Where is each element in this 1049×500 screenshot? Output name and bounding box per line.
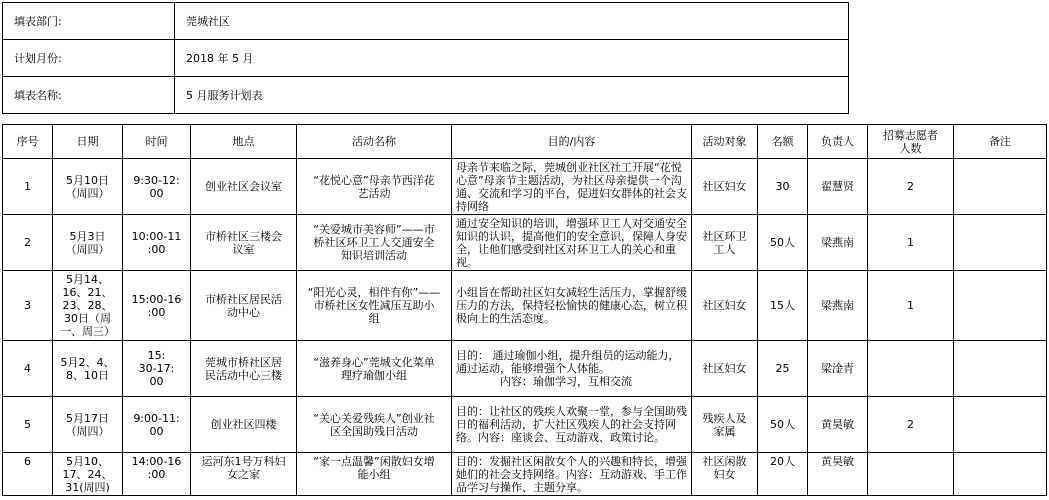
cell-place: 创业社区会议室 <box>191 159 297 215</box>
cell-note <box>954 271 1047 341</box>
col-header-purpose: 目的/内容 <box>452 125 692 159</box>
col-header-quota: 名额 <box>758 125 808 159</box>
cell-date: 5月10日 （周四） <box>53 159 123 215</box>
cell-purpose: 目的：让社区的残疾人欢聚一堂，参与全国助残日的福利活动，扩大社区残疾人的社会支持网络。内容：座谈会、互动游戏、政策讨论。 <box>452 397 692 453</box>
dept-label: 填表部门: <box>3 3 175 40</box>
cell-note <box>954 215 1047 271</box>
cell-note <box>954 453 1047 496</box>
cell-quota: 20人 <box>758 453 808 496</box>
cell-activity: “关爱城市美容师”——市 桥社区环卫工人交通安全 知识培训活动 <box>297 215 452 271</box>
table-row <box>3 341 1047 397</box>
cell-date: 5月17日 （周四） <box>53 397 123 453</box>
month-value: 2018 年 5 月 <box>175 40 849 77</box>
cell-target: 社区妇女 <box>692 159 758 215</box>
info-row-dept <box>3 3 849 40</box>
cell-date: 5月10、 17、24、 31(周四) <box>53 453 123 496</box>
cell-quota: 25 <box>758 341 808 397</box>
col-header-owner: 负责人 <box>808 125 868 159</box>
cell-time: 9:30-12: 00 <box>123 159 191 215</box>
dept-value: 莞城社区 <box>175 3 849 40</box>
info-row-month <box>3 40 849 77</box>
cell-no: 3 <box>3 271 53 341</box>
table-row <box>3 397 1047 453</box>
cell-purpose: 母亲节来临之际，莞城创业社区社工开展“花悦心意”母亲节主题活动，为社区母亲提供一个沟通、交流和学习的平台，促进妇女群体的社会支持网络 <box>452 159 692 215</box>
name-label: 填表名称: <box>3 77 175 114</box>
cell-purpose: 通过安全知识的培训，增强环卫工人对交通安全知识的认识，提高他们的安全意识，保障人身安全，让他们感受到社区对环卫工人的关心和重视。 <box>452 215 692 271</box>
cell-target: 社区妇女 <box>692 341 758 397</box>
cell-target: 社区妇女 <box>692 271 758 341</box>
cell-owner: 梁淦青 <box>808 341 868 397</box>
cell-note <box>954 159 1047 215</box>
cell-target: 社区闲散 妇女 <box>692 453 758 496</box>
cell-date: 5月3日 （周四） <box>53 215 123 271</box>
cell-volunteers: 1 <box>868 271 954 341</box>
cell-volunteers: 1 <box>868 215 954 271</box>
col-header-time: 时间 <box>123 125 191 159</box>
table-row <box>3 271 1047 341</box>
cell-place: 创业社区四楼 <box>191 397 297 453</box>
cell-target: 社区环卫 工人 <box>692 215 758 271</box>
cell-owner: 黄昊敏 <box>808 397 868 453</box>
table-row <box>3 159 1047 215</box>
cell-owner: 翟慧贤 <box>808 159 868 215</box>
cell-volunteers <box>868 341 954 397</box>
cell-volunteers: 2 <box>868 159 954 215</box>
col-header-date: 日期 <box>53 125 123 159</box>
cell-place: 市桥社区居民活 动中心 <box>191 271 297 341</box>
cell-owner: 梁燕南 <box>808 215 868 271</box>
cell-volunteers: 2 <box>868 397 954 453</box>
cell-time: 14:00-16 :00 <box>123 453 191 496</box>
month-label: 计划月份: <box>3 40 175 77</box>
cell-purpose: 目的：发掘社区闲散女个人的兴趣和特长，增强她们的社会支持网络。内容：互动游戏、手工作品学习与操作、主题分享。 <box>452 453 692 496</box>
cell-no: 4 <box>3 341 53 397</box>
cell-note <box>954 397 1047 453</box>
col-header-target: 活动对象 <box>692 125 758 159</box>
cell-quota: 50人 <box>758 397 808 453</box>
form-info-table <box>2 2 849 114</box>
service-plan-table <box>2 124 1047 496</box>
name-value: 5 月服务计划表 <box>175 77 849 114</box>
col-header-volunteers: 招募志愿者人数 <box>868 125 954 159</box>
cell-note <box>954 341 1047 397</box>
table-header-row <box>3 125 1047 159</box>
cell-purpose: 目的： 通过瑜伽小组，提升组员的运动能力，通过运动，能够增强个人体能。 内容：瑜伽学习，互相交流 <box>452 341 692 397</box>
cell-quota: 50人 <box>758 215 808 271</box>
cell-no: 2 <box>3 215 53 271</box>
cell-time: 15: 30-17: 00 <box>123 341 191 397</box>
cell-no: 1 <box>3 159 53 215</box>
cell-activity: “花悦心意”母亲节西洋花 艺活动 <box>297 159 452 215</box>
cell-no: 6 <box>3 453 53 496</box>
cell-place: 市桥社区三楼会 议室 <box>191 215 297 271</box>
col-header-activity: 活动名称 <box>297 125 452 159</box>
cell-date: 5月2、4、 8、10日 <box>53 341 123 397</box>
cell-time: 10:00-11 :00 <box>123 215 191 271</box>
cell-purpose: 小组旨在帮助社区妇女减轻生活压力，掌握舒缓压力的方法，保持轻松愉快的健康心态，树立积极向上的生活态度。 <box>452 271 692 341</box>
col-header-no: 序号 <box>3 125 53 159</box>
cell-activity: “关心关爱残疾人”创业社 区全国助残日活动 <box>297 397 452 453</box>
cell-quota: 15人 <box>758 271 808 341</box>
cell-volunteers <box>868 453 954 496</box>
cell-time: 15:00-16 :00 <box>123 271 191 341</box>
table-row <box>3 215 1047 271</box>
cell-time: 9:00-11: 00 <box>123 397 191 453</box>
info-row-name <box>3 77 849 114</box>
cell-place: 运河东1号万科妇 女之家 <box>191 453 297 496</box>
cell-date: 5月14、 16、21、 23、28、 30日（周 一、周三） <box>53 271 123 341</box>
cell-place: 莞城市桥社区居 民活动中心三楼 <box>191 341 297 397</box>
cell-owner: 梁燕南 <box>808 271 868 341</box>
table-row <box>3 453 1047 496</box>
cell-quota: 30 <box>758 159 808 215</box>
cell-owner: 黄昊敏 <box>808 453 868 496</box>
cell-activity: “滋养身心”莞城文化菜单 理疗瑜伽小组 <box>297 341 452 397</box>
cell-no: 5 <box>3 397 53 453</box>
cell-activity: “阳光心灵，相伴有你”—— 市桥社区女性减压互助小 组 <box>297 271 452 341</box>
cell-activity: “家一点温馨”闲散妇女增 能小组 <box>297 453 452 496</box>
cell-target: 残疾人及 家属 <box>692 397 758 453</box>
col-header-place: 地点 <box>191 125 297 159</box>
col-header-note: 备注 <box>954 125 1047 159</box>
